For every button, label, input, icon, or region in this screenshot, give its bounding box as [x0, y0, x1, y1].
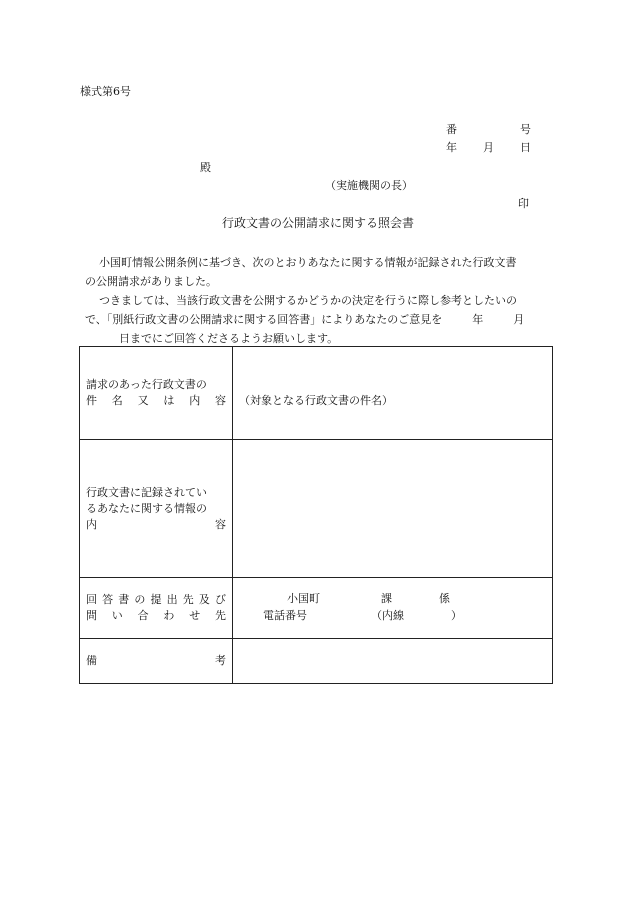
inquiry-table: [79, 346, 553, 684]
document-number-suffix: 号: [520, 123, 531, 136]
body-paragraph-2: [85, 291, 565, 348]
seal-mark: 印: [518, 197, 529, 210]
date-year: 年: [446, 141, 457, 154]
table-row-document-name: [80, 347, 553, 440]
document-number-label: 番: [446, 123, 457, 136]
body-p2-line2-text: で、「別紙行政文書の公開請求に関する回答書」によりあなたのご意見を: [85, 313, 443, 326]
value-document-name: （対象となる行政文書の件名）: [233, 347, 553, 440]
body-p1-line2: の公開請求がありました。: [85, 275, 217, 288]
contact-extension-close: ）: [451, 609, 462, 622]
contact-subsection: 係: [439, 592, 450, 605]
label-document-name: 請求のあった行政文書の 件 名 又 は 内 容: [80, 347, 233, 440]
reply-deadline-year: 年: [472, 313, 484, 326]
contact-section: 課: [381, 592, 392, 605]
contact-phone-label: 電話番号: [263, 609, 307, 622]
table-row-recorded-info: [80, 440, 553, 578]
date-day: 日: [520, 141, 531, 154]
document-title: 行政文書の公開請求に関する照会書: [222, 216, 415, 230]
table-row-contact: [80, 578, 553, 639]
label-remarks: 備 考: [80, 639, 233, 684]
form-number: 様式第6号: [80, 85, 131, 98]
label-recorded-info: 行政文書に記録されてい るあなたに関する情報の 内 容: [80, 440, 233, 578]
table-row-remarks: [80, 639, 553, 684]
contact-extension-open: （内線: [371, 609, 404, 622]
body-p2-line1: つきましては、当該行政文書を公開するかどうかの決定を行うに際し参考としたいの: [99, 294, 517, 307]
body-p2-line2: [85, 310, 565, 329]
body-p1-line1: 小国町情報公開条例に基づき、次のとおりあなたに関する情報が記録された行政文書: [99, 256, 517, 269]
reply-deadline-month: 月: [513, 313, 525, 326]
body-p2-line3: 日までにご回答くださるようお願いします。: [119, 332, 339, 345]
body-paragraph-1: [85, 253, 565, 291]
value-recorded-info: [233, 440, 553, 578]
sender-name: （実施機関の長）: [325, 179, 413, 192]
value-remarks: [233, 639, 553, 684]
addressee-suffix: 殿: [200, 161, 211, 174]
label-document-name-line2: 件 名 又 は 内 容: [86, 394, 226, 407]
label-contact: 回 答 書 の 提 出 先 及 び 問 い 合 わ せ 先: [80, 578, 233, 639]
date-month: 月: [483, 141, 494, 154]
value-contact: [233, 578, 553, 639]
contact-town: 小国町: [287, 592, 320, 605]
